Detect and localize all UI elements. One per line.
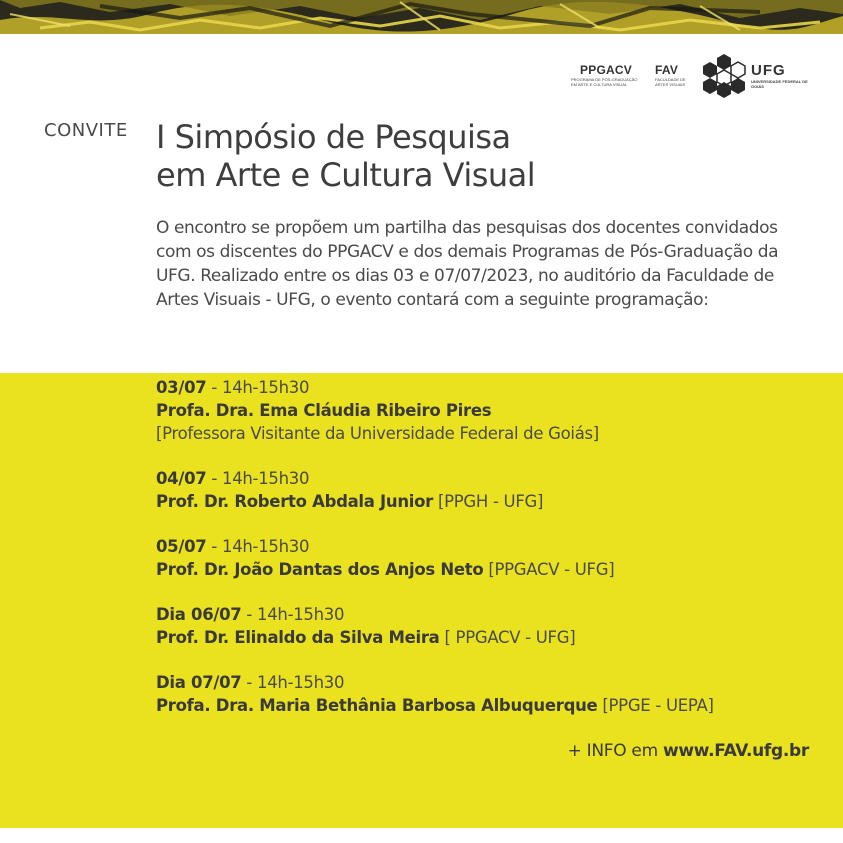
ppgacv-logo-subtitle: PROGRAMA DE PÓS-GRADUAÇÃO EM ARTE E CULTURA VISUAL — [571, 77, 638, 87]
entry-speaker: Prof. Dr. Roberto Abdala Junior — [156, 492, 434, 511]
invitation-label: CONVITE — [44, 120, 128, 141]
abstract-painting-strip — [0, 0, 843, 34]
entry-date: 04/07 — [156, 469, 207, 488]
top-banner-image — [0, 0, 843, 34]
more-info-link[interactable]: www.FAV.ufg.br — [662, 741, 809, 761]
more-info — [568, 741, 809, 761]
event-description: O encontro se propõem um partilha das pesquisas dos docentes convidados com os discentes do PPGACV e dos demais Programas de Pós-Graduação da UFG. Realizado entre os dias 03 e 07/07/2023, no auditório da Faculdade de Artes Visuais - UFG, o evento contará com a seguinte programação: — [156, 218, 779, 310]
entry-speaker: Profa. Dra. Maria Bethânia Barbosa Albuquerque — [156, 696, 598, 715]
entry-date: 03/07 — [156, 378, 207, 397]
entry-affiliation: [Professora Visitante da Universidade Federal de Goiás] — [156, 424, 599, 443]
entry-date: Dia 07/07 — [156, 673, 242, 692]
entry-time: - 14h-15h30 — [241, 605, 345, 624]
entry-date: Dia 06/07 — [156, 605, 242, 624]
schedule-entry — [156, 603, 816, 649]
schedule-entry — [156, 376, 816, 445]
ppgacv-logo-name: PPGACV — [580, 63, 632, 77]
schedule-entry — [156, 671, 816, 717]
entry-affiliation: [ PPGACV - UFG] — [439, 628, 576, 647]
hexagon-cluster-icon — [701, 52, 747, 98]
schedule-list — [156, 376, 816, 739]
entry-speaker: Prof. Dr. João Dantas dos Anjos Neto — [156, 560, 484, 579]
event-title-line-1: I Simpósio de Pesquisa — [156, 118, 511, 156]
event-title-line-2: em Arte e Cultura Visual — [156, 156, 536, 194]
schedule-entry — [156, 467, 816, 513]
entry-time: - 14h-15h30 — [241, 673, 345, 692]
fav-logo-subtitle: FACULDADE DE ARTES VISUAIS — [655, 77, 686, 87]
more-info-prefix: + INFO em — [567, 741, 663, 761]
entry-date: 05/07 — [156, 537, 207, 556]
entry-affiliation: [PPGH - UFG] — [433, 492, 544, 511]
entry-affiliation: [PPGE - UEPA] — [597, 696, 714, 715]
entry-time: - 14h-15h30 — [206, 469, 310, 488]
ufg-logo-subtitle: UNIVERSIDADE FEDERAL DE GOIÁS — [751, 78, 808, 89]
ufg-logo — [701, 52, 811, 98]
ufg-logo-text — [751, 62, 811, 89]
entry-affiliation: [PPGACV - UFG] — [483, 560, 615, 579]
entry-speaker: Prof. Dr. Elinaldo da Silva Meira — [156, 628, 440, 647]
fav-logo-name: FAV — [655, 63, 679, 77]
logo-bar — [571, 50, 811, 100]
entry-time: - 14h-15h30 — [206, 537, 310, 556]
entry-speaker: Profa. Dra. Ema Cláudia Ribeiro Pires — [156, 401, 492, 420]
ppgacv-logo — [571, 63, 641, 87]
event-title — [156, 118, 796, 194]
fav-logo — [655, 63, 687, 87]
ufg-logo-name: UFG — [751, 61, 786, 79]
entry-time: - 14h-15h30 — [206, 378, 310, 397]
schedule-entry — [156, 535, 816, 581]
